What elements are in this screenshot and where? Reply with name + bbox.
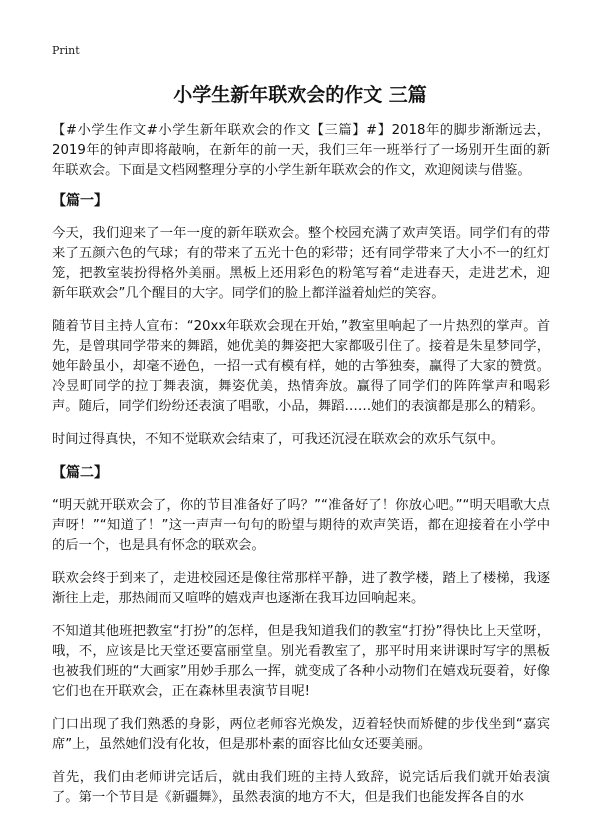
section-heading: 【篇一】 xyxy=(52,193,108,209)
paragraph: 今天，我们迎来了一年一度的新年联欢会。整个校园充满了欢声笑语。同学们有的带来了五颜六色的气球；有的带来了五光十色的彩带；还有同学带来了大小不一的红灯笼，把教室装扮得格外美丽。黑板上还用彩色的粉笔写着“走进春天，走进艺术，迎新年联欢会”几个醒目的大字。同学们的脸上都洋溢着灿烂的笑容。 xyxy=(52,226,550,301)
paragraph: 不知道其他班把教室“打扮”的怎样，但是我知道我们的教室“打扮”得快比上天堂呀，哦，不，应该是比天堂还要富丽堂皇。别光看教室了，那平时用来讲课时写字的黑板也被我们班的“大画家”用妙手那么一挥，就变成了各种小动物们在嬉戏玩耍着，好像它们也在开联欢会，正在森林里表演节目呢! xyxy=(52,624,550,699)
article-body xyxy=(52,121,550,821)
paragraph: 时间过得真快，不知不觉联欢会结束了，可我还沉浸在联欢会的欢乐气氛中。 xyxy=(52,432,505,447)
paragraph: 联欢会终于到来了，走进校园还是像往常那样平静，进了教学楼，踏上了楼梯，我逐渐往上走，那热闹而又喧哗的嬉戏声也逐渐在我耳边回响起来。 xyxy=(52,571,550,606)
paragraph: 随着节目主持人宣布：“20xx年联欢会现在开始，”教室里响起了一片热烈的掌声。首先，是曾琪同学带来的舞蹈，她优美的舞姿把大家都吸引住了。接着是朱星梦同学，她年龄虽小，却毫不逊色，一招一式有模有样，她的古筝独奏，赢得了大家的赞赏。冷昱町同学的拉丁舞表演，舞姿优美，热情奔放。赢得了同学们的阵阵掌声和喝彩声。随后，同学们纷纷还表演了唱歌，小品，舞蹈……她们的表演都是那么的精彩。 xyxy=(52,319,550,414)
paragraph: 首先，我们由老师讲完话后，就由我们班的主持人致辞，说完话后我们就开始表演了。第一个节目是《新疆舞》，虽然表演的地方不大，但是我们也能发挥各自的水 xyxy=(52,770,550,805)
paragraph: “明天就开联欢会了，你的节目准备好了吗？”“准备好了！你放心吧。”“明天唱歌大点声呀！”“知道了！”这一声声一句句的盼望与期待的欢声笑语，都在迎接着在小学中的后一个，也是具有怀念的联欢会。 xyxy=(52,498,550,553)
intro-paragraph: 【#小学生作文#小学生新年联欢会的作文【三篇】#】2018年的脚步渐渐远去，2019年的钟声即将敲响，在新年的前一天，我们三年一班举行了一场别开生面的新年联欢会。下面是文档网整理分享的小学生新年联欢会的作文，欢迎阅读与借鉴。 xyxy=(52,123,550,178)
page-title: 小学生新年联欢会的作文 三篇 xyxy=(173,84,427,106)
paragraph: 门口出现了我们熟悉的身影，两位老师容光焕发，迈着轻快而矫健的步伐坐到“嘉宾席”上，虽然她们没有化妆，但是那朴素的面容比仙女还要美丽。 xyxy=(52,717,550,752)
print-label[interactable]: Print xyxy=(52,44,80,57)
section-heading: 【篇二】 xyxy=(52,465,108,481)
